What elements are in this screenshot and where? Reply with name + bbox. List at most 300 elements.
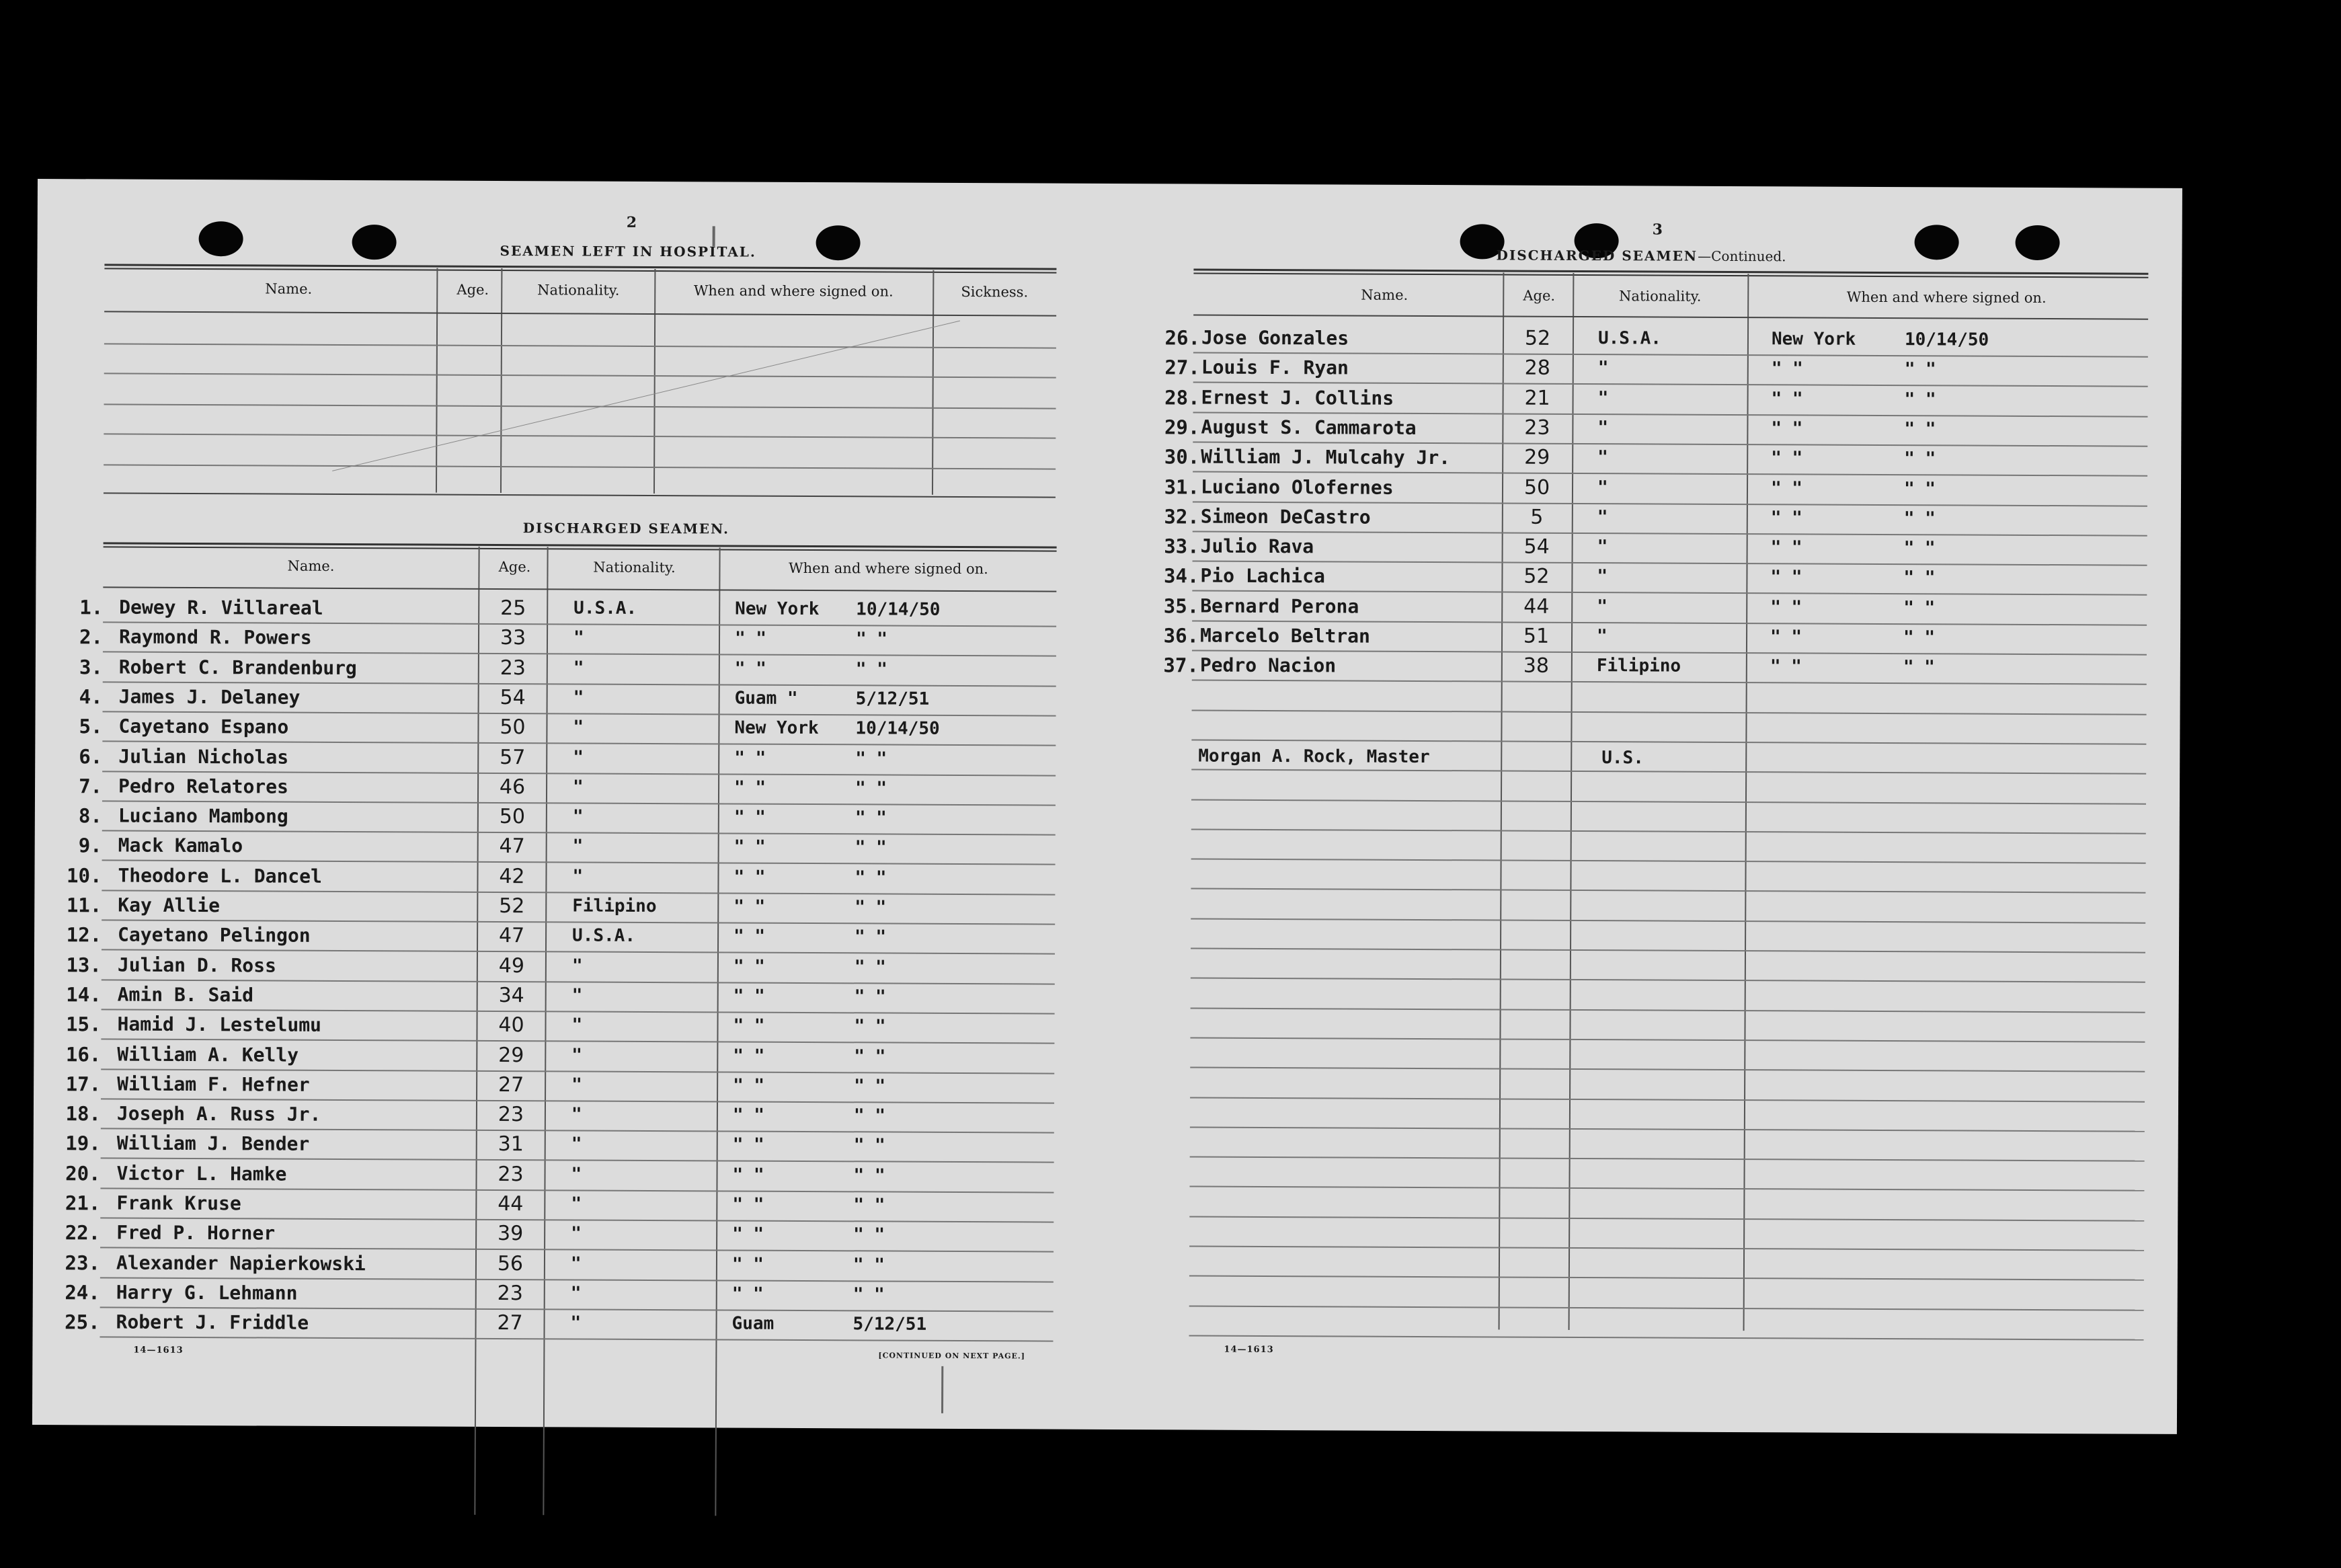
seaman-age: 23 — [498, 1103, 524, 1127]
signed-on-place: " " — [1770, 627, 1802, 648]
row-number: 4. — [79, 685, 103, 709]
seaman-name: Robert J. Friddle — [116, 1310, 309, 1334]
seaman-name: Luciano Olofernes — [1200, 475, 1394, 499]
signed-on-place: Guam — [731, 1313, 775, 1334]
col-divider — [932, 270, 934, 495]
seaman-age: 49 — [498, 953, 525, 978]
signed-on-date: " " — [853, 1165, 885, 1186]
seaman-name: William J. Mulcahy Jr. — [1201, 445, 1451, 469]
signed-on-date: 5/12/51 — [855, 689, 930, 709]
page-number: 3 — [1652, 221, 1663, 239]
seaman-age: 50 — [499, 805, 526, 829]
seaman-age: 47 — [498, 924, 525, 948]
seaman-name: Raymond R. Powers — [118, 625, 312, 650]
signed-on-date: " " — [1904, 448, 1936, 469]
seaman-name: Amin B. Said — [117, 983, 254, 1007]
signed-on-place: " " — [1771, 448, 1803, 469]
seaman-age: 46 — [499, 775, 526, 799]
row-rule — [1190, 1067, 2145, 1072]
seaman-name: William J. Bender — [116, 1132, 310, 1156]
signed-on-date: " " — [853, 1195, 885, 1216]
signed-on-place: " " — [731, 1284, 764, 1304]
signed-on-place: " " — [734, 748, 766, 769]
signed-on-place: " " — [732, 1165, 764, 1185]
heading-suffix: —Continued. — [1698, 247, 1786, 265]
seaman-age: 44 — [498, 1192, 524, 1216]
seaman-name: August S. Cammarota — [1201, 416, 1417, 439]
signed-on-date: " " — [852, 1284, 885, 1305]
seaman-name: Julian Nicholas — [118, 745, 289, 769]
row-rule — [1191, 799, 2146, 804]
seaman-name: Pedro Relatores — [118, 775, 289, 798]
seaman-name: Kay Allie — [118, 894, 221, 917]
row-rule — [1191, 888, 2145, 894]
signed-on-place: " " — [733, 986, 765, 1007]
header-rule — [103, 586, 1056, 592]
seaman-age: 52 — [1524, 326, 1551, 350]
seaman-nationality: " — [1596, 626, 1608, 647]
row-number: 22. — [65, 1221, 101, 1245]
signed-on-place: " " — [1771, 418, 1803, 439]
punch-hole — [816, 225, 860, 260]
seaman-name: Ernest J. Collins — [1201, 386, 1394, 409]
row-number: 29. — [1164, 416, 1200, 439]
signed-on-date: " " — [1903, 538, 1936, 559]
signed-on-place: " " — [733, 807, 766, 828]
strike-through-line — [332, 321, 960, 471]
seaman-age: 40 — [498, 1013, 524, 1037]
signed-on-date: " " — [854, 1076, 886, 1097]
row-number: 8. — [78, 804, 102, 828]
form-number: 14—1613 — [1224, 1344, 1274, 1356]
row-rule — [1189, 1216, 2144, 1221]
seaman-nationality: U.S.A. — [572, 925, 636, 947]
row-rule — [1189, 1276, 2144, 1281]
row-number: 24. — [65, 1281, 100, 1304]
master-name: Morgan A. Rock, Master — [1198, 746, 1430, 768]
seaman-name: Victor L. Hamke — [116, 1162, 287, 1185]
seaman-name: Joseph A. Russ Jr. — [116, 1102, 321, 1126]
col-header-signed-on: When and where signed on. — [693, 282, 894, 300]
col-divider — [715, 547, 720, 1516]
table-top-rule — [104, 542, 1057, 551]
signed-on-place: " " — [732, 1105, 764, 1126]
row-number: 30. — [1164, 445, 1200, 469]
signed-on-place: " " — [731, 1254, 764, 1275]
seaman-nationality: " — [571, 1044, 583, 1066]
signed-on-date: 5/12/51 — [852, 1314, 927, 1335]
signed-on-date: " " — [853, 1224, 885, 1245]
seaman-name: Cayetano Pelingon — [118, 923, 311, 947]
row-number: 27. — [1164, 356, 1200, 379]
col-header-age: Age. — [498, 558, 531, 576]
seaman-nationality: " — [572, 866, 584, 887]
signed-on-date: " " — [854, 986, 886, 1007]
seaman-nationality: " — [1597, 447, 1608, 468]
row-rule — [102, 890, 1055, 895]
signed-on-place: " " — [1770, 537, 1802, 558]
seaman-name: James J. Delaney — [118, 685, 301, 709]
seaman-name: William A. Kelly — [117, 1043, 299, 1066]
table-top-rule — [1193, 269, 2148, 278]
discharged-heading: DISCHARGED SEAMEN. — [522, 520, 730, 537]
seaman-age: 27 — [497, 1311, 523, 1335]
row-number: 6. — [79, 744, 103, 768]
seaman-name: Harry G. Lehmann — [116, 1281, 298, 1304]
row-rule — [104, 464, 1056, 469]
seaman-nationality: " — [571, 1193, 582, 1214]
seaman-name: Robert C. Brandenburg — [118, 656, 357, 679]
signed-on-place: Guam " — [734, 688, 798, 709]
seaman-nationality: U.S.A. — [1597, 328, 1661, 349]
signed-on-date: " " — [854, 1046, 886, 1067]
seaman-name: Julian D. Ross — [117, 953, 276, 977]
seaman-age: 44 — [1523, 594, 1550, 619]
seaman-nationality: " — [573, 717, 584, 738]
seaman-name: William F. Hefner — [117, 1072, 310, 1096]
signed-on-place: New York — [735, 598, 820, 620]
row-number: 34. — [1163, 564, 1199, 588]
signed-on-date: " " — [1903, 657, 1935, 678]
signed-on-place: " " — [733, 1075, 765, 1096]
signed-on-date: " " — [853, 1105, 885, 1126]
row-rule — [104, 403, 1056, 409]
seaman-nationality: " — [571, 1134, 582, 1154]
row-rule — [1193, 561, 2147, 566]
seaman-age: 52 — [1523, 565, 1550, 589]
seaman-age: 29 — [1524, 445, 1550, 470]
signed-on-date: " " — [855, 778, 887, 799]
row-number: 1. — [79, 596, 104, 619]
header-rule — [1193, 315, 2148, 320]
signed-on-date: " " — [1903, 597, 1936, 619]
row-rule — [1191, 1007, 2145, 1013]
seaman-nationality: " — [571, 1015, 583, 1035]
header-rule — [104, 311, 1056, 316]
signed-on-place: " " — [732, 1194, 764, 1215]
signed-on-date: " " — [854, 956, 886, 978]
col-header-signed-on: When and where signed on. — [1846, 288, 2047, 307]
seaman-nationality: " — [570, 1312, 582, 1333]
row-number: 28. — [1164, 385, 1200, 409]
punch-hole — [1915, 225, 1959, 260]
seaman-age: 51 — [1523, 624, 1550, 648]
seaman-nationality: " — [571, 1074, 582, 1095]
seaman-nationality: " — [1597, 387, 1609, 408]
seaman-name: Dewey R. Villareal — [119, 596, 323, 619]
seaman-age: 38 — [1523, 654, 1550, 678]
seaman-nationality: " — [1597, 596, 1608, 617]
signed-on-date: 10/14/50 — [1904, 329, 1989, 350]
seaman-nationality: " — [570, 1253, 582, 1274]
col-header-name: Name. — [265, 280, 313, 297]
seaman-age: 5 — [1530, 505, 1544, 529]
signed-on-date: " " — [855, 837, 887, 858]
seaman-nationality: " — [571, 1223, 582, 1244]
row-rule — [1193, 531, 2147, 536]
seaman-name: Hamid J. Lestelumu — [117, 1013, 322, 1037]
row-rule — [1191, 828, 2146, 834]
signed-on-date: " " — [1903, 508, 1936, 529]
seaman-age: 50 — [500, 715, 526, 740]
signed-on-place: " " — [733, 896, 766, 917]
row-number: 36. — [1163, 624, 1199, 648]
signed-on-date: " " — [855, 808, 887, 828]
signed-on-place: " " — [733, 836, 766, 858]
seaman-name: Pio Lachica — [1200, 564, 1325, 588]
seaman-nationality: " — [1597, 506, 1608, 527]
signed-on-date: " " — [1903, 627, 1936, 648]
row-rule — [104, 343, 1056, 348]
punch-hole — [199, 221, 243, 256]
col-header-sickness: Sickness. — [961, 283, 1029, 301]
seaman-nationality: " — [572, 806, 584, 827]
signed-on-place: " " — [1771, 388, 1803, 409]
punch-hole — [352, 225, 396, 260]
row-number: 2. — [79, 625, 104, 649]
seaman-age: 34 — [498, 983, 524, 1008]
row-number: 11. — [66, 894, 102, 917]
signed-on-place: " " — [734, 628, 767, 650]
col-header-signed-on: When and where signed on. — [789, 559, 988, 578]
seaman-age: 52 — [499, 894, 525, 918]
seaman-nationality: " — [1597, 537, 1608, 557]
row-number: 35. — [1163, 594, 1199, 618]
signed-on-date: " " — [1903, 567, 1936, 588]
row-number: 19. — [65, 1132, 101, 1155]
seaman-name: Mack Kamalo — [118, 834, 243, 857]
seaman-age: 23 — [1524, 416, 1550, 440]
row-rule — [1191, 947, 2145, 953]
signed-on-date: " " — [852, 1254, 885, 1276]
seaman-name: Alexander Napierkowski — [116, 1251, 366, 1275]
signed-on-place: " " — [733, 1046, 765, 1066]
seaman-age: 54 — [500, 685, 526, 710]
col-header-name: Name. — [1361, 286, 1408, 303]
row-rule — [1189, 1335, 2144, 1340]
seaman-name: Simeon DeCastro — [1200, 505, 1371, 528]
row-number: 5. — [79, 715, 103, 738]
signed-on-date: " " — [855, 658, 887, 680]
row-rule — [100, 1337, 1053, 1342]
row-rule — [1191, 859, 2146, 864]
seaman-age: 23 — [497, 1281, 523, 1306]
row-number: 13. — [66, 953, 102, 977]
seaman-nationality: " — [1597, 477, 1608, 498]
signed-on-place: " " — [732, 1224, 764, 1245]
row-number: 7. — [79, 775, 103, 798]
seaman-age: 39 — [497, 1222, 524, 1246]
signed-on-place: " " — [733, 777, 766, 798]
signed-on-place: " " — [734, 658, 766, 679]
page-number: 2 — [626, 213, 637, 231]
row-number: 31. — [1164, 475, 1200, 499]
seaman-age: 42 — [499, 864, 525, 888]
seaman-nationality: " — [573, 746, 584, 768]
seaman-nationality: " — [571, 1164, 582, 1185]
row-number: 23. — [65, 1251, 101, 1275]
row-number: 12. — [66, 923, 102, 947]
col-header-nationality: Nationality. — [537, 282, 620, 299]
signed-on-date: " " — [1904, 419, 1936, 440]
table-top-rule — [104, 264, 1056, 273]
signed-on-place: " " — [1770, 656, 1802, 677]
row-rule — [1191, 769, 2146, 775]
seaman-age: 23 — [500, 656, 526, 680]
col-header-nationality: Nationality. — [593, 559, 676, 576]
signed-on-date: " " — [854, 1016, 886, 1037]
row-number: 15. — [66, 1013, 102, 1036]
seaman-name: Fred P. Horner — [116, 1221, 276, 1245]
seaman-age: 33 — [500, 626, 526, 650]
signed-on-place: " " — [732, 1134, 764, 1156]
seaman-nationality: " — [570, 1283, 582, 1304]
seaman-name: Julio Rava — [1200, 535, 1314, 558]
seaman-nationality: Filipino — [1596, 656, 1681, 676]
signed-on-place: New York — [1771, 329, 1856, 350]
row-rule — [1190, 1097, 2145, 1102]
discharged-continued-heading — [1496, 247, 1786, 264]
row-number: 3. — [79, 655, 103, 679]
seaman-name: Frank Kruse — [116, 1191, 241, 1215]
seaman-nationality: " — [572, 777, 584, 797]
seaman-age: 54 — [1523, 535, 1550, 559]
seaman-nationality: " — [1597, 566, 1608, 587]
row-rule — [1190, 1126, 2145, 1132]
seaman-name: Bernard Perona — [1200, 594, 1359, 618]
signed-on-date: " " — [855, 897, 887, 918]
signed-on-date: " " — [855, 927, 887, 947]
col-header-age: Age. — [1523, 287, 1556, 304]
row-rule — [102, 830, 1056, 836]
seaman-age: 27 — [498, 1072, 524, 1097]
signed-on-date: " " — [855, 748, 887, 769]
seaman-age: 47 — [499, 834, 525, 859]
heading-main: DISCHARGED SEAMEN — [1496, 247, 1698, 264]
seaman-nationality: " — [571, 1104, 582, 1125]
seaman-nationality: " — [573, 627, 584, 648]
row-rule — [1189, 1305, 2144, 1310]
master-nationality: U.S. — [1601, 748, 1644, 769]
signed-on-place: " " — [1770, 596, 1802, 618]
seaman-age: 31 — [498, 1132, 524, 1157]
signed-on-date: " " — [853, 1135, 885, 1156]
seaman-name: Luciano Mambong — [118, 804, 288, 828]
signed-on-date: " " — [855, 867, 887, 888]
row-rule — [1189, 1186, 2144, 1191]
row-rule — [1191, 918, 2145, 923]
signed-on-place: " " — [1770, 508, 1802, 528]
col-header-age: Age. — [457, 281, 489, 298]
seaman-nationality: " — [571, 985, 583, 1006]
document-sheet — [32, 179, 2182, 1434]
signed-on-place: " " — [733, 867, 766, 888]
scratch-mark — [941, 1366, 943, 1413]
row-number: 9. — [78, 834, 102, 857]
seaman-age: 50 — [1523, 475, 1550, 500]
seaman-age: 29 — [498, 1043, 524, 1067]
row-number: 32. — [1164, 505, 1199, 528]
row-number: 10. — [67, 863, 102, 888]
row-rule — [1192, 709, 2147, 715]
punch-hole — [2016, 225, 2060, 260]
seaman-age: 25 — [500, 596, 526, 621]
row-rule — [1191, 739, 2146, 744]
signed-on-place: " " — [733, 1015, 765, 1036]
row-number: 16. — [65, 1042, 102, 1066]
col-divider — [500, 268, 502, 493]
seaman-age: 57 — [500, 745, 526, 769]
row-rule — [1189, 1245, 2144, 1251]
seaman-age: 28 — [1524, 356, 1550, 381]
signed-on-place: " " — [733, 926, 766, 947]
seaman-nationality: " — [572, 836, 584, 857]
seaman-nationality: " — [1597, 358, 1609, 379]
seaman-nationality: Filipino — [572, 896, 657, 917]
table-bottom-rule — [104, 492, 1056, 498]
col-header-name: Name. — [287, 557, 335, 574]
seaman-name: Pedro Nacion — [1199, 654, 1337, 677]
row-rule — [100, 1187, 1054, 1193]
row-rule — [1190, 1037, 2145, 1042]
seaman-name: Marcelo Beltran — [1199, 624, 1370, 648]
seaman-name: Jose Gonzales — [1201, 326, 1349, 350]
col-header-nationality: Nationality. — [1619, 288, 1702, 305]
seaman-name: Cayetano Espano — [118, 715, 289, 738]
row-number: 20. — [65, 1161, 101, 1185]
signed-on-date: " " — [855, 629, 888, 650]
seaman-name: Louis F. Ryan — [1201, 356, 1349, 379]
row-rule — [1190, 1157, 2145, 1162]
signed-on-place: New York — [734, 717, 819, 739]
signed-on-place: " " — [1770, 567, 1802, 588]
seaman-nationality: " — [573, 658, 584, 678]
seaman-age: 23 — [498, 1162, 524, 1186]
row-rule — [1192, 680, 2147, 685]
continued-note: [CONTINUED ON NEXT PAGE.] — [878, 1351, 1026, 1361]
row-number: 14. — [66, 983, 102, 1007]
signed-on-date: " " — [1904, 389, 1936, 409]
seaman-nationality: U.S.A. — [573, 598, 637, 619]
row-number: 37. — [1163, 654, 1199, 677]
col-divider — [653, 269, 656, 494]
seaman-nationality: " — [573, 687, 584, 708]
seaman-name: Theodore L. Dancel — [118, 864, 322, 888]
signed-on-date: 10/14/50 — [856, 599, 941, 620]
seaman-nationality: " — [1597, 418, 1609, 438]
row-number: 25. — [65, 1310, 100, 1334]
row-rule — [104, 373, 1056, 378]
form-number: 14—1613 — [133, 1345, 184, 1356]
row-number: 18. — [65, 1102, 102, 1126]
signed-on-place: " " — [733, 956, 765, 977]
signed-on-date: " " — [1904, 359, 1936, 380]
row-number: 17. — [65, 1072, 102, 1096]
col-divider — [436, 268, 438, 493]
seaman-age: 56 — [497, 1251, 524, 1276]
seaman-age: 21 — [1524, 386, 1550, 410]
hospital-heading: SEAMEN LEFT IN HOSPITAL. — [500, 243, 756, 260]
signed-on-place: " " — [1770, 477, 1803, 498]
signed-on-place: " " — [1771, 358, 1803, 379]
row-number: 21. — [65, 1191, 101, 1215]
signed-on-date: 10/14/50 — [855, 718, 940, 740]
signed-on-date: " " — [1903, 478, 1936, 499]
row-number: 26. — [1164, 326, 1201, 350]
row-rule — [104, 433, 1056, 438]
row-number: 33. — [1164, 535, 1199, 558]
row-rule — [1191, 978, 2145, 983]
